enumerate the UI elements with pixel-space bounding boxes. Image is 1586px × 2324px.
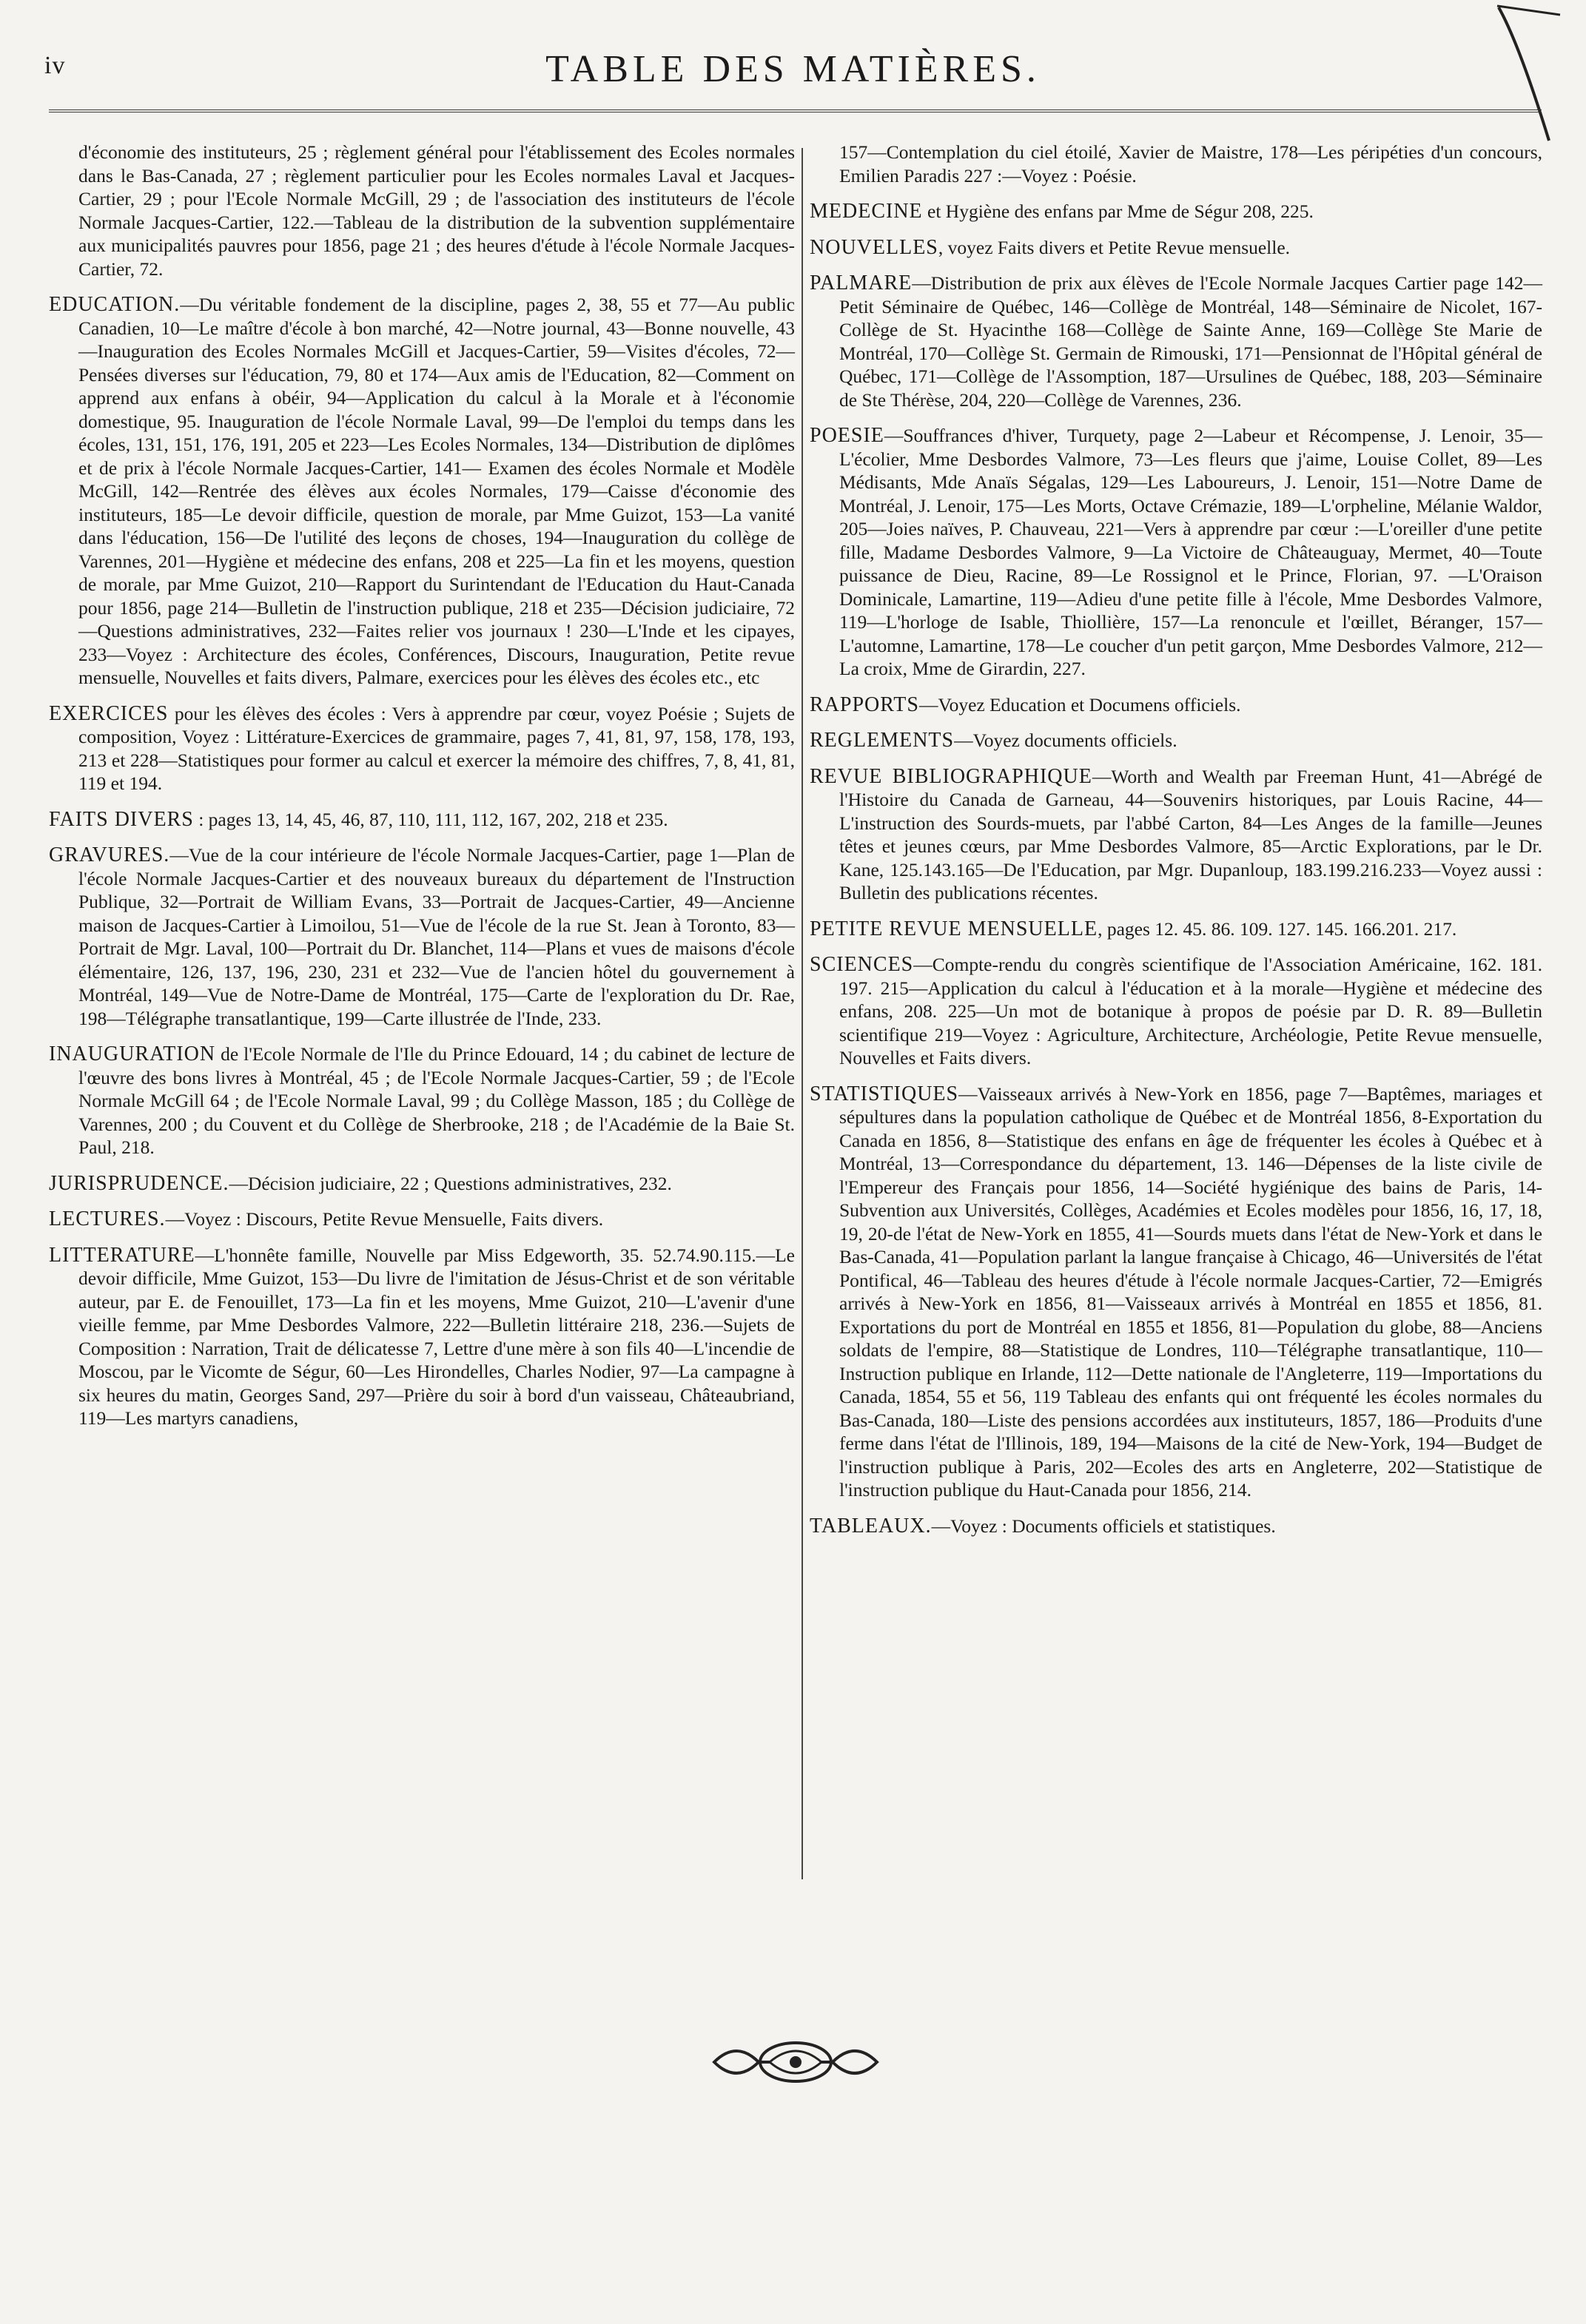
entry-heading: REVUE BIBLIOGRAPHIQUE bbox=[810, 764, 1092, 788]
entry-heading: LECTURES. bbox=[49, 1208, 166, 1230]
index-entry bbox=[49, 141, 795, 280]
entry-heading: FAITS DIVERS bbox=[49, 807, 194, 831]
index-entry bbox=[49, 808, 795, 832]
entry-text: —Compte-rendu du congrès scientifique de l'Association Américaine, 162. 181. 197. 215—Application du calcul à l'éducation et à la morale—Hygiène et médecine des enfans, 208. 225—Un mot de botanique à propos de poésie par D. R. 89—Bulletin scientifique 219—Voyez : Agriculture, Architecture, Archéologie, Petite Revue mensuelle, Nouvelles et Faits divers. bbox=[839, 954, 1542, 1068]
entry-text: —L'honnête famille, Nouvelle par Miss Edgeworth, 35. 52.74.90.115.—Le devoir difficile, Mme Guizot, 153—Du livre de l'imitation de Jésus-Christ et de son véritable auteur, par E. de Fenouillet, 173—La fin et les moyens, Mme Guizot, 210—L'avenir d'une vieille femme, par Mme Desbordes Valmore, 222—Bulletin littéraire 218, 236.—Sujets de Composition : Narration, Trait de délicatesse 7, Lettre d'une mère à son fils 40—L'incendie de Moscou, par le Vicomte de Ségur, 60—Les Hirondelles, Charles Nodier, 97—La campagne à six heures du matin, Georges Sand, 297—Prière du soir à bord d'un vaisseau, Châteaubriand, 119—Les martyrs canadiens, bbox=[78, 1244, 795, 1429]
corner-ink-mark bbox=[1490, 0, 1564, 148]
entry-text: de l'Ecole Normale de l'Ile du Prince Edouard, 14 ; du cabinet de lecture de l'œuvre des bons livres à Montréal, 45 ; de l'Ecole Normale Jacques-Cartier, 59 ; de l'Ecole Normale McGill 64 ; de l'Ecole Normale Laval, 99 ; du Collège Masson, 185 ; du Collège de Varennes, 200 ; du Couvent et du Collège de Sherbrooke, 218 ; de l'Académie de la Baie St. Paul, 218. bbox=[78, 1043, 795, 1158]
index-entry bbox=[810, 953, 1542, 1070]
entry-heading: EDUCATION. bbox=[49, 293, 181, 316]
index-entry bbox=[810, 765, 1542, 905]
entry-heading: EXERCICES bbox=[49, 701, 169, 725]
entry-text: —Voyez : Documents officiels et statistiques. bbox=[931, 1515, 1276, 1537]
entry-text: pour les élèves des écoles : Vers à apprendre par cœur, voyez Poésie ; Sujets de composition, Voyez : Littérature-Exercices de grammaire, pages 7, 41, 81, 97, 158, 178, 193, 213 et 228—Statistiques pour former au calcul et exercer la mémoire des chiffres, 7, 8, 41, 81, 119 et 194. bbox=[78, 702, 795, 794]
index-entry bbox=[810, 141, 1542, 187]
entry-text: 157—Contemplation du ciel étoilé, Xavier de Maistre, 178—Les péripéties d'un concours, Emilien Paradis 227 :—Voyez : Poésie. bbox=[839, 141, 1542, 186]
entry-heading: INAUGURATION bbox=[49, 1043, 216, 1065]
entry-heading: PETITE REVUE MENSUELLE bbox=[810, 917, 1098, 940]
entry-text: —Souffrances d'hiver, Turquety, page 2—Labeur et Récompense, J. Lenoir, 35—L'écolier, Mme Desbordes Valmore, 73—Les fleurs que j'aime, Louise Collet, 89—Les Médisants, Mde Anaïs Ségalas, 129—Les Laboureurs, J. Lenoir, 151—Notre Dame de Montréal, J. Lenoir, 175—Les Morts, Octave Crémazie, 189—L'orpheline, Mélanie Waldor, 205—Joies naïves, P. Chauveau, 221—Vers à apprendre par cœur :—L'oreiller d'une petite fille, Madame Desbordes Valmore, 9—La Victoire de Châteauguay, Mermet, 40—Toute puissance de Dieu, Racine, 89—Le Rossignol et le Prince, Florian, 97. —L'Oraison Dominicale, Lamartine, 119—Adieu d'une petite fille à l'école, Mme Desbordes Valmore, 119—L'horloge de Isable, Thiollière, 157—La renoncule et l'œillet, Béranger, 157—L'automne, Lamartine, 178—Le coucher d'un petit garçon, Mme Desbordes Valmore, 212—La croix, Mme de Girardin, 227. bbox=[839, 425, 1542, 679]
entry-heading: TABLEAUX. bbox=[810, 1514, 932, 1537]
header-rule bbox=[49, 110, 1542, 112]
index-entry bbox=[49, 293, 795, 690]
entry-text: —Distribution de prix aux élèves de l'Ecole Normale Jacques Cartier page 142—Petit Séminaire de Québec, 146—Collège de Montréal, 148—Séminaire de Nicolet, 167-Collège de St. Hyacinthe 168—Collège de Sainte Anne, 169—Collège Ste Marie de Montréal, 170—Collège St. Germain de Rimouski, 171—Pensionnat de l'Hôpital général de Québec, 171—Collège de l'Assomption, 187—Ursulines de Québec, 188, 203—Séminaire de Ste Thérèse, 204, 220—Collège de Varennes, 236. bbox=[839, 272, 1542, 411]
entry-text: —Voyez documents officiels. bbox=[954, 730, 1177, 751]
entry-heading: RAPPORTS bbox=[810, 693, 919, 716]
entry-text: et Hygiène des enfans par Mme de Ségur 208, 225. bbox=[922, 201, 1314, 222]
entry-text: , pages 12. 45. 86. 109. 127. 145. 166.201. 217. bbox=[1098, 917, 1457, 940]
entry-text: d'économie des instituteurs, 25 ; règlement général pour l'établissement des Ecoles normales dans le Bas-Canada, 27 ; règlement particulier pour les Ecoles normales Laval et Jacques-Cartier, 29 ; pour l'Ecole Normale McGill, 29 ; de l'association des instituteurs de l'école Normale Jacques-Cartier, 122.—Tableau de la distribution de la subvention supplémentaire aux municipalités pauvres pour 1856, page 21 ; des heures d'étude à l'école Normale Jacques-Cartier, 72. bbox=[78, 141, 795, 280]
entry-heading: POESIE bbox=[810, 424, 884, 447]
entry-text: —Décision judiciaire, 22 ; Questions administratives, 232. bbox=[229, 1172, 672, 1194]
entry-heading: STATISTIQUES bbox=[810, 1082, 959, 1105]
entry-heading: MEDECINE bbox=[810, 200, 923, 223]
index-entry bbox=[810, 424, 1542, 681]
ornament-icon bbox=[707, 2036, 884, 2088]
page-number: iv bbox=[44, 52, 66, 79]
index-entry bbox=[810, 272, 1542, 411]
entry-heading: REGLEMENTS bbox=[810, 729, 955, 752]
index-entry bbox=[810, 236, 1542, 260]
index-entry bbox=[49, 1208, 795, 1231]
entry-text: —Vue de la cour intérieure de l'école Normale Jacques-Cartier, page 1—Plan de l'école Normale Jacques-Cartier et des nouveaux bureaux du département de l'Instruction Publique, 32—Portrait de William Evans, 33—Portrait de Jacques-Cartier, 49—Ancienne maison de Jacques-Cartier à Limoilou, 51—Vue de l'école de la rue St. Jean à Toronto, 83—Portrait de Mgr. Laval, 100—Portrait du Dr. Blanchet, 114—Plans et vues de maisons d'école élémentaire, 126, 137, 196, 230, 231 et 232—Vue de l'ancien hôtel du gouvernement à Montréal, 149—Vue de Notre-Dame de Montréal, 175—Carte de l'exploration du Dr. Rae, 198—Télégraphe transatlantique, 199—Carte illustrée de l'Inde, 233. bbox=[78, 844, 795, 1029]
index-entry bbox=[810, 729, 1542, 752]
entry-text: —Worth and Wealth par Freeman Hunt, 41—Abrégé de l'Histoire du Canada de Garneau, 44—Souvenirs historiques, par Louis Racine, 44—L'instruction des Sourds-muets, par l'abbé Carton, 84—Les Anges de la famille—Jeunes têtes et jeunes cœurs, par Mme Desbordes Valmore, 85—Arctic Explorations, par le Dr. Kane, 125.143.165—De l'Education, par Mgr. Dupanloup, 183.199.216.233—Voyez aussi : Bulletin des publications récentes. bbox=[839, 765, 1542, 903]
left-column bbox=[49, 141, 795, 1443]
page-title: TABLE DES MATIÈRES. bbox=[545, 48, 1041, 90]
entry-heading: JURISPRUDENCE. bbox=[49, 1171, 229, 1195]
column-divider bbox=[802, 148, 803, 1879]
index-entry bbox=[49, 1043, 795, 1159]
page-header bbox=[44, 43, 1542, 95]
index-entry bbox=[810, 1082, 1542, 1502]
entry-text: —Du véritable fondement de la discipline, pages 2, 38, 55 et 77—Au public Canadien, 10—Le maître d'école à bon marché, 42—Notre journal, 43—Bonne nouvelle, 43—Inauguration des Ecoles Normales McGill et Jacques-Cartier, 59—Visites d'écoles, 72—Pensées diverses sur l'éducation, 79, 80 et 174—Aux amis de l'Education, 82—Comment on apprend aux enfans à obéir, 94—Application du calcul à la Morale et à l'économie domestique, 95. Inauguration de l'école Normale Laval, 99—De l'emploi du temps dans les écoles, 131, 151, 176, 191, 205 et 223—Les Ecoles Normales, 134—Distribution de diplômes et de prix à l'école Normale Jacques-Cartier, 141— Examen des écoles Normale et Modèle McGill, 142—Rentrée des élèves aux écoles Normales, 179—Caisse d'économie des instituteurs, 185—Le devoir difficile, question de morale, par Mme Guizot, 153—La vanité dans l'éducation, 156—De l'utilité des leçons de choses, 194—Inauguration du collège de Varennes, 201—Hygiène et médecine des enfans, 208 et 225—La fin et les moyens, question de morale, par Mme Guizot, 210—Rapport du Surintendant de l'Education du Haut-Canada pour 1856, page 214—Bulletin de l'instruction publique, 218 et 235—Décision judiciaire, 72—Questions administratives, 232—Faites relier vos journaux ! 230—L'Inde et les cipayes, 233—Voyez : Architecture des écoles, Conférences, Discours, Inauguration, Petite revue mensuelle, Nouvelles et faits divers, Palmare, exercices pour les élèves des écoles etc., etc bbox=[78, 294, 795, 688]
index-entry bbox=[49, 843, 795, 1030]
index-entry bbox=[49, 1244, 795, 1430]
entry-heading: GRAVURES. bbox=[49, 843, 170, 866]
entry-heading: PALMARE bbox=[810, 272, 913, 294]
index-entry bbox=[49, 702, 795, 795]
entry-heading: SCIENCES bbox=[810, 953, 914, 976]
right-column bbox=[810, 141, 1542, 1550]
entry-text: , voyez Faits divers et Petite Revue mensuelle. bbox=[938, 236, 1291, 258]
index-entry bbox=[810, 1515, 1542, 1538]
entry-heading: LITTERATURE bbox=[49, 1243, 195, 1267]
index-entry bbox=[810, 693, 1542, 717]
entry-text: —Vaisseaux arrivés à New-York en 1856, page 7—Baptêmes, mariages et sépultures dans la population catholique de Québec et de Montréal 1856, 8-Exportation du Canada en 1856, 8—Statistique des enfans en âge de fréquenter les écoles à Québec et à Montréal, 13—Correspondance du département, 13. 146—Dépenses de la liste civile de l'Empereur des Français pour 1856, 14—Société hygiénique des bains de Paris, 14-Subvention aux Universités, Collèges, Académies et Ecoles modèles pour 1856, 16, 17, 18, 19, 20-de l'état de New-York en 1855, 41—Sourds muets dans l'état de New-York et dans le Bas-Canada, 41—Population parlant la langue française à Chicago, 46—Universités de l'état Pontifical, 46—Tableau des heures d'étude à l'école normale Jacques-Cartier, 72—Emigrés arrivés à New-York en 1856, 81—Vaisseaux arrivés à Montréal en 1855 et 1856, 81. Exportations du port de Montréal en 1855 et 1856, 81—Population du globe, 88—Anciens soldats de l'empire, 88—Statistique de Londres, 110—Télégraphe transatlantique, 110—Instruction publique en Irlande, 112—Dette nationale de l'Angleterre, 119—Importations du Canada, 1854, 55 et 56, 119 Tableau des enfants qui ont fréquenté les écoles normales du Bas-Canada, 180—Liste des pensions accordées aux instituteurs, 1857, 186—Produits d'une ferme dans l'état de l'Illinois, 189, 194—Maisons de la cité de New-York, 194—Budget de l'instruction publique à Paris, 202—Ecoles des arts en Angleterre, 202—Statistique de l'instruction publique du Haut-Canada pour 1856, 214. bbox=[839, 1082, 1542, 1501]
entry-text: —Voyez Education et Documens officiels. bbox=[918, 693, 1241, 715]
index-entry bbox=[49, 1172, 795, 1196]
entry-heading: NOUVELLES bbox=[810, 235, 938, 259]
entry-text: —Voyez : Discours, Petite Revue Mensuelle, Faits divers. bbox=[165, 1208, 604, 1230]
entry-text: : pages 13, 14, 45, 46, 87, 110, 111, 112, 167, 202, 218 et 235. bbox=[193, 808, 668, 830]
index-entry bbox=[810, 200, 1542, 223]
index-entry bbox=[810, 917, 1542, 941]
